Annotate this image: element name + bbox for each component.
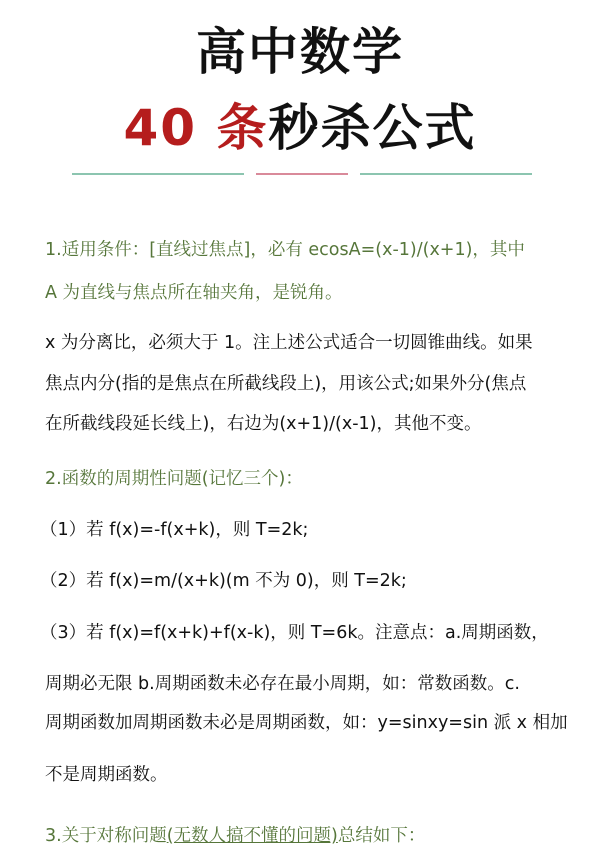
title-line-2 — [0, 88, 600, 160]
heading-underlined: (无数人搞不懂的问题) — [166, 826, 338, 846]
section-heading: 2.函数的周期性问题(记忆三个)： — [45, 469, 303, 489]
text-line: （2）若 f(x)=m/(x+k)(m 不为 0)，则 T=2k; — [40, 571, 407, 591]
heading-post: 总结如下： — [337, 826, 426, 846]
text-line: 在所截线段延长线上)，右边为(x+1)/(x-1)，其他不变。 — [45, 414, 482, 434]
text-line: 周期必无限 b.周期函数未必存在最小周期，如：常数函数。c. — [45, 674, 520, 694]
text-line: x 为分离比，必须大于 1。注上述公式适合一切圆锥曲线。如果 — [45, 333, 533, 353]
text-line: 1.适用条件：[直线过焦点]，必有 ecosA=(x-1)/(x+1)，其中 — [45, 240, 525, 260]
heading-pre: 3.关于对称问题 — [45, 826, 167, 846]
title-accent: 40 条 — [123, 99, 269, 157]
text-line: 焦点内分(指的是焦点在所截线段上)，用该公式;如果外分(焦点 — [45, 374, 527, 394]
divider-right — [360, 173, 532, 175]
title-rest: 秒杀公式 — [268, 99, 477, 157]
section-heading-3 — [45, 824, 425, 848]
text-line: （3）若 f(x)=f(x+k)+f(x-k)，则 T=6k。注意点：a.周期函数， — [40, 623, 549, 643]
text-line: A 为直线与焦点所在轴夹角，是锐角。 — [45, 283, 343, 303]
divider-center — [256, 173, 348, 175]
text-line: 不是周期函数。 — [45, 765, 168, 785]
title-line-1: 高中数学 — [196, 23, 404, 81]
divider-left — [72, 173, 244, 175]
text-line: （1）若 f(x)=-f(x+k)，则 T=2k; — [40, 520, 309, 540]
text-line: 周期函数加周期函数未必是周期函数，如：y=sinxy=sin 派 x 相加 — [45, 713, 568, 733]
